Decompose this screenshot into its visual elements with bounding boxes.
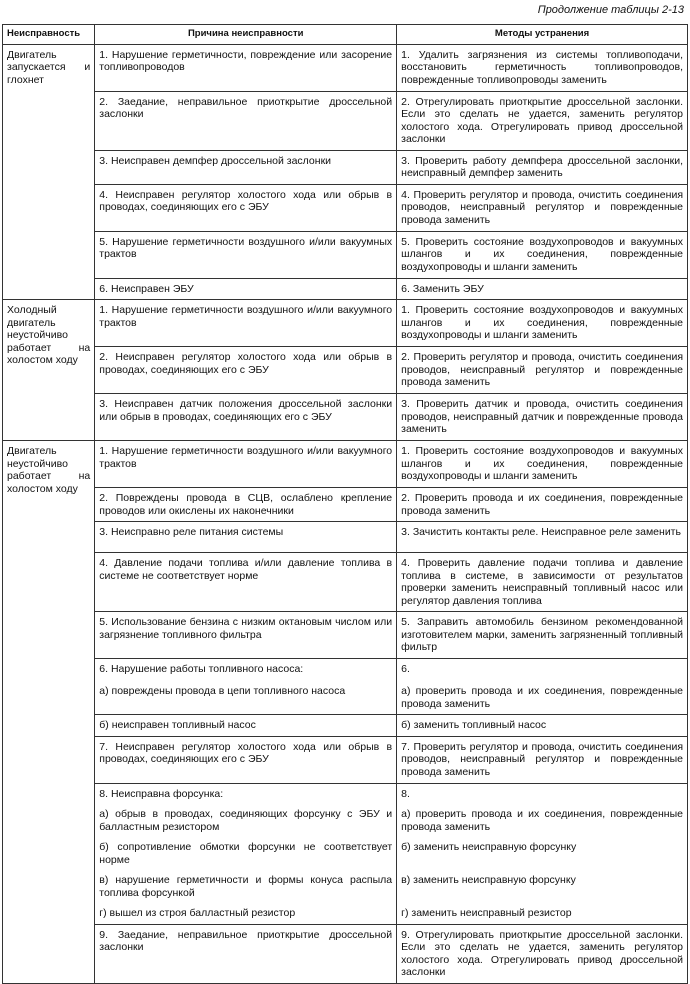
remedy-cell: 3. Проверить датчик и провода, очистить соединения проводов, неисправный датчик и поврежденные провода заменить	[397, 394, 688, 441]
remedy-cell: б) заменить топливный насос	[397, 715, 688, 737]
table-row	[3, 300, 688, 347]
table-row	[3, 681, 688, 715]
remedy-cell: 5. Проверить состояние воздухопроводов и вакуумных шлангов и их соединения, поврежденные воздухопроводы и шланги заменить	[397, 231, 688, 278]
remedy-cell: 4. Проверить регулятор и провода, очистить соединения проводов, неисправный регулятор и поврежденные провода заменить	[397, 184, 688, 231]
cause-cell: 1. Нарушение герметичности воздушного и/или вакуумного трактов	[95, 300, 397, 347]
table-row	[3, 488, 688, 522]
header-fault: Неисправность	[3, 25, 95, 45]
remedy-cell: 6. Заменить ЭБУ	[397, 278, 688, 300]
table-caption: Продолжение таблицы 2-13	[537, 4, 684, 16]
troubleshooting-table	[2, 24, 688, 984]
table-row	[3, 441, 688, 488]
remedy-cell: 2. Проверить провода и их соединения, поврежденные провода заменить	[397, 488, 688, 522]
remedy-cell: а) проверить провода и их соединения, поврежденные провода заменить	[397, 804, 688, 837]
cause-cell: 1. Нарушение герметичности воздушного и/или вакуумного трактов	[95, 441, 397, 488]
table-row	[3, 394, 688, 441]
remedy-cell: 8.	[397, 783, 688, 804]
cause-cell: 3. Неисправен датчик положения дроссельной заслонки или обрыв в проводах, соединяющих его с ЭБУ	[95, 394, 397, 441]
fault-cell: Двигатель неустойчиво работает на холостом ходу	[3, 441, 95, 984]
cause-cell: 2. Заедание, неправильное приоткрытие дроссельной заслонки	[95, 91, 397, 150]
remedy-cell: г) заменить неисправный резистор	[397, 903, 688, 924]
remedy-cell: а) проверить провода и их соединения, поврежденные провода заменить	[397, 681, 688, 715]
cause-cell: 4. Неисправен регулятор холостого хода или обрыв в проводах, соединяющих его с ЭБУ	[95, 184, 397, 231]
cause-cell: г) вышел из строя балластный резистор	[95, 903, 397, 924]
cause-cell: а) обрыв в проводах, соединяющих форсунку с ЭБУ и балластным резистором	[95, 804, 397, 837]
cause-cell: 5. Нарушение герметичности воздушного и/или вакуумных трактов	[95, 231, 397, 278]
table-row	[3, 612, 688, 659]
header-remedy: Методы устранения	[397, 25, 688, 45]
cause-cell: 6. Нарушение работы топливного насоса:	[95, 659, 397, 682]
table-row	[3, 184, 688, 231]
remedy-cell: 2. Отрегулировать приоткрытие дроссельной заслонки. Если это сделать не удается, заменить регулятор холостого хода. Отрегулировать привод дроссельной заслонки	[397, 91, 688, 150]
table-row	[3, 804, 688, 837]
remedy-cell: 6.	[397, 659, 688, 682]
table-row	[3, 278, 688, 300]
remedy-cell: 4. Проверить давление подачи топлива и давление топлива в системе, в зависимости от результатов проверки заменить неисправный топливный насос или регулятор давления топлива	[397, 553, 688, 612]
table-row	[3, 715, 688, 737]
cause-cell: 2. Повреждены провода в СЦВ, ослаблено крепление проводов или окислены их наконечники	[95, 488, 397, 522]
table-row	[3, 150, 688, 184]
cause-cell: 8. Неисправна форсунка:	[95, 783, 397, 804]
remedy-cell: в) заменить неисправную форсунку	[397, 870, 688, 903]
table-row	[3, 736, 688, 783]
table-row	[3, 231, 688, 278]
table-row	[3, 924, 688, 983]
cause-cell: 9. Заедание, неправильное приоткрытие дроссельной заслонки	[95, 924, 397, 983]
table-row	[3, 553, 688, 612]
cause-cell: 3. Неисправен демпфер дроссельной заслонки	[95, 150, 397, 184]
cause-cell: 7. Неисправен регулятор холостого хода или обрыв в проводах, соединяющих его с ЭБУ	[95, 736, 397, 783]
remedy-cell: 1. Удалить загрязнения из системы топливоподачи, восстановить герметичность топливопроводов, поврежденные топливопроводы заменить	[397, 44, 688, 91]
table-row	[3, 783, 688, 804]
remedy-cell: 3. Зачистить контакты реле. Неисправное реле заменить	[397, 522, 688, 553]
table-header-row	[3, 25, 688, 45]
table-row	[3, 837, 688, 870]
table-row	[3, 522, 688, 553]
table-row	[3, 659, 688, 682]
table-row	[3, 44, 688, 91]
cause-cell: а) повреждены провода в цепи топливного насоса	[95, 681, 397, 715]
remedy-cell: 5. Заправить автомобиль бензином рекомендованной изготовителем марки, заменить загрязненный топливный фильтр	[397, 612, 688, 659]
cause-cell: б) неисправен топливный насос	[95, 715, 397, 737]
remedy-cell: 1. Проверить состояние воздухопроводов и вакуумных шлангов и их соединения, поврежденные воздухопроводы и шланги заменить	[397, 300, 688, 347]
remedy-cell: 7. Проверить регулятор и провода, очистить соединения проводов, неисправный регулятор и поврежденные провода заменить	[397, 736, 688, 783]
cause-cell: 1. Нарушение герметичности, повреждение или засорение топливопроводов	[95, 44, 397, 91]
cause-cell: 2. Неисправен регулятор холостого хода или обрыв в проводах, соединяющих его с ЭБУ	[95, 347, 397, 394]
table-row	[3, 91, 688, 150]
table-row	[3, 903, 688, 924]
cause-cell: 3. Неисправно реле питания системы	[95, 522, 397, 553]
cause-cell: в) нарушение герметичности и формы конуса распыла топлива форсункой	[95, 870, 397, 903]
remedy-cell: 1. Проверить состояние воздухопроводов и вакуумных шлангов и их соединения, поврежденные воздухопроводы и шланги заменить	[397, 441, 688, 488]
fault-cell: Холодный двигатель неустойчиво работает на холостом ходу	[3, 300, 95, 441]
table-row	[3, 870, 688, 903]
remedy-cell: 2. Проверить регулятор и провода, очистить соединения проводов, неисправный регулятор и поврежденные провода заменить	[397, 347, 688, 394]
remedy-cell: б) заменить неисправную форсунку	[397, 837, 688, 870]
cause-cell: б) сопротивление обмотки форсунки не соответствует норме	[95, 837, 397, 870]
header-cause: Причина неисправности	[95, 25, 397, 45]
remedy-cell: 9. Отрегулировать приоткрытие дроссельной заслонки. Если это сделать не удается, заменить регулятор холостого хода. Отрегулировать привод дроссельной заслонки	[397, 924, 688, 983]
cause-cell: 5. Использование бензина с низким октановым числом или загрязнение топливного фильтра	[95, 612, 397, 659]
cause-cell: 6. Неисправен ЭБУ	[95, 278, 397, 300]
cause-cell: 4. Давление подачи топлива и/или давление топлива в системе не соответствует норме	[95, 553, 397, 612]
remedy-cell: 3. Проверить работу демпфера дроссельной заслонки, неисправный демпфер заменить	[397, 150, 688, 184]
fault-cell: Двигатель запускается и глохнет	[3, 44, 95, 300]
table-row	[3, 347, 688, 394]
